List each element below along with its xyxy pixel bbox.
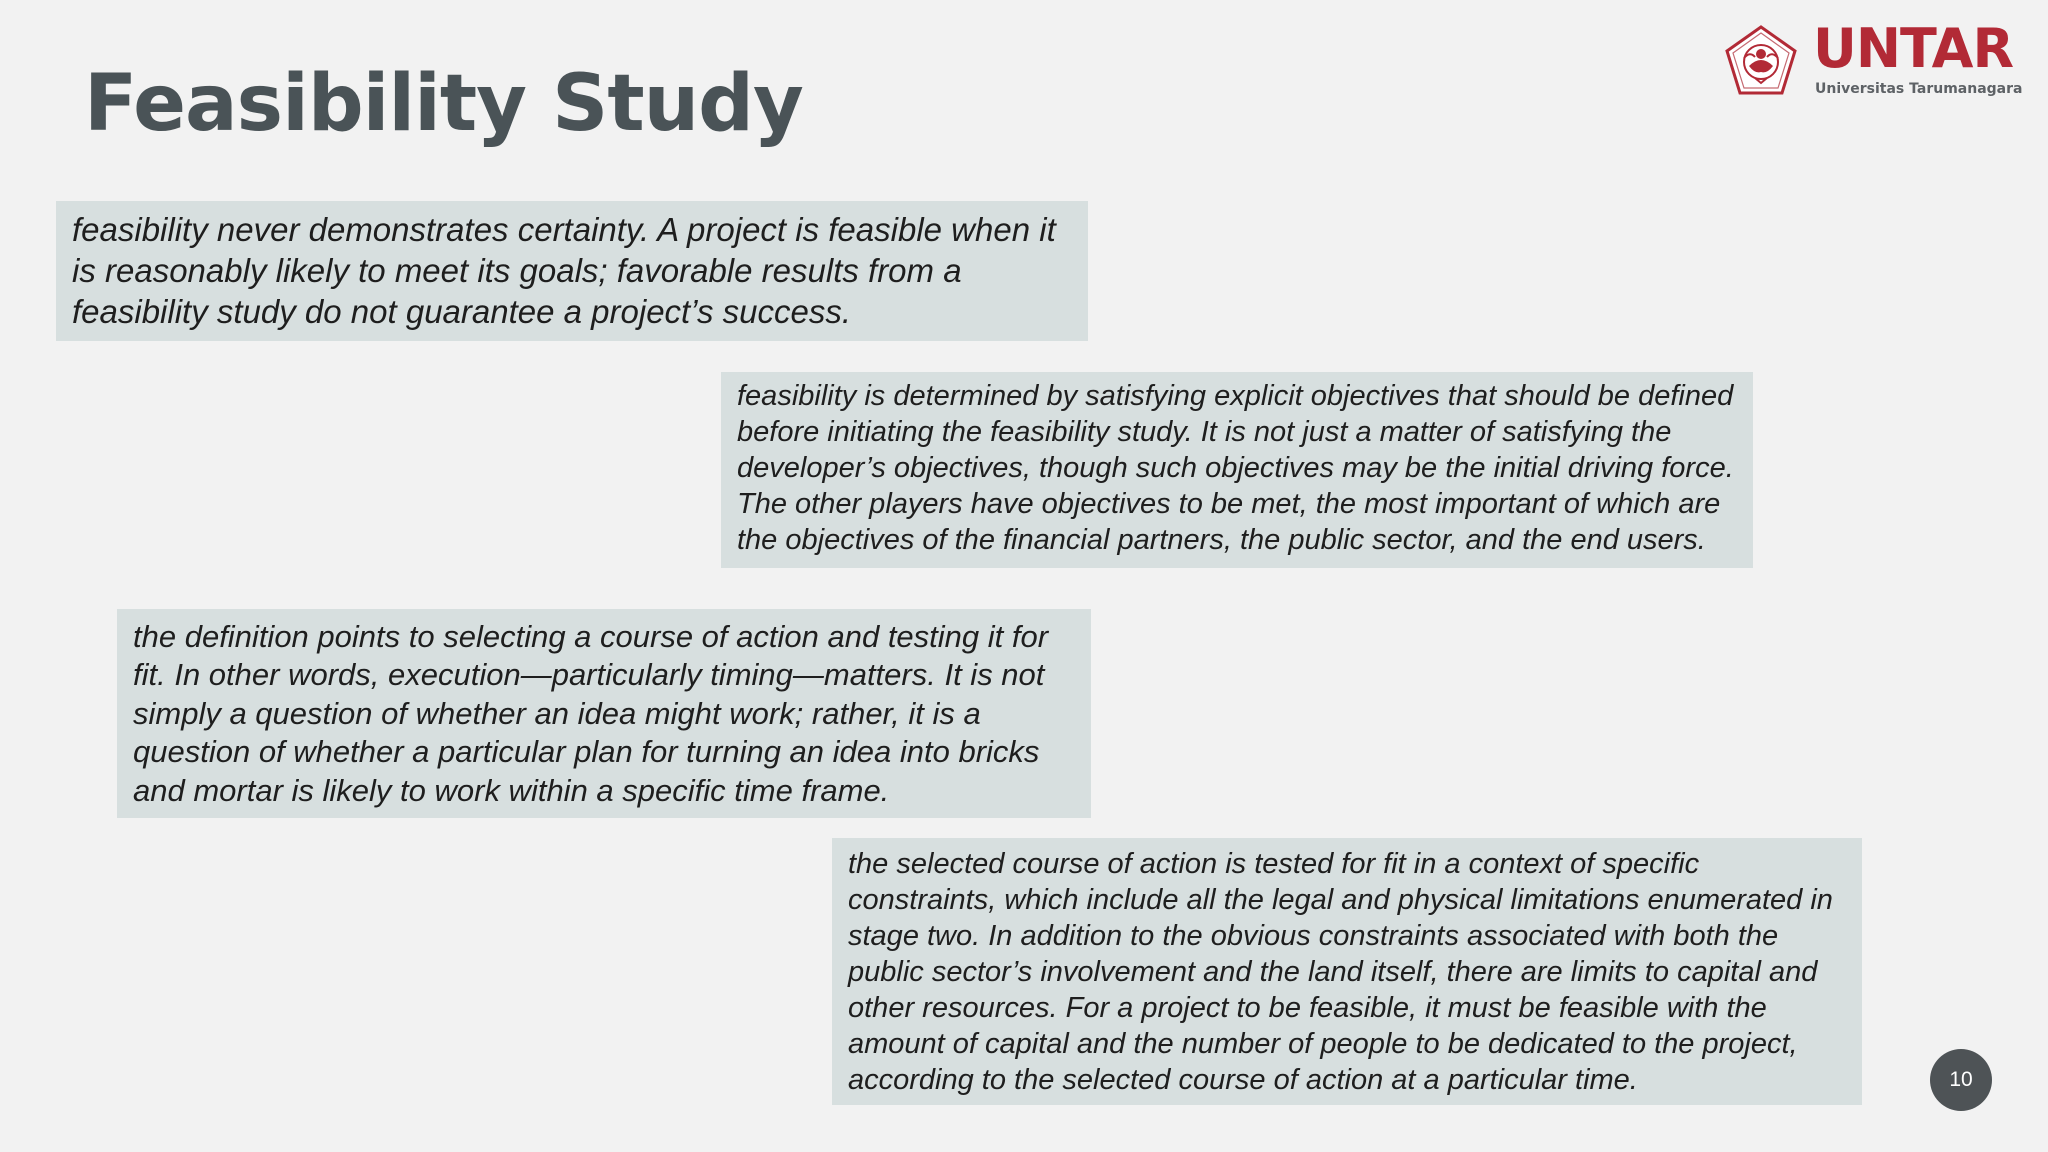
text-block-certainty (56, 201, 1088, 341)
text-block-objectives (721, 372, 1753, 568)
university-seal-icon (1722, 24, 1800, 102)
text-block-constraints (832, 838, 1862, 1105)
text-block-definition (117, 609, 1091, 818)
logo-wordmark: UNTAR (1813, 17, 2014, 80)
page-number-badge: 10 (1930, 1049, 1992, 1111)
text-block-objectives-text: feasibility is determined by satisfying explicit objectives that should be defined before initiating the feasibility study. It is not just a matter of satisfying the developer’s objectives, though such objectives may be the initial driving force. The other players have objectives to be met, the most important of which are the objectives of the financial partners, the public sector, and the end users. (737, 380, 1734, 556)
slide-title: Feasibility Study (84, 59, 803, 149)
logo-subtitle: Universitas Tarumanagara (1815, 81, 2023, 97)
text-block-certainty-text: feasibility never demonstrates certainty. A project is feasible when it is reasonably likely to meet its goals; favorable results from a feasibility study do not guarantee a project’s success. (72, 211, 1056, 330)
text-block-constraints-text: the selected course of action is tested for fit in a context of specific constraints, which include all the legal and physical limitations enumerated in stage two. In addition to the obvious constraints associated with both the public sector’s involvement and the land itself, there are limits to capital and other resources. For a project to be feasible, it must be feasible with the amount of capital and the number of people to be dedicated to the project, according to the selected course of action at a particular time. (848, 848, 1833, 1096)
untar-logo (1722, 17, 2023, 104)
text-block-definition-text: the definition points to selecting a course of action and testing it for fit. In other words, execution—particularly timing—matters. It is not simply a question of whether an idea might work; rather, it is a question of whether a particular plan for turning an idea into bricks and mortar is likely to work within a specific time frame. (133, 619, 1049, 808)
